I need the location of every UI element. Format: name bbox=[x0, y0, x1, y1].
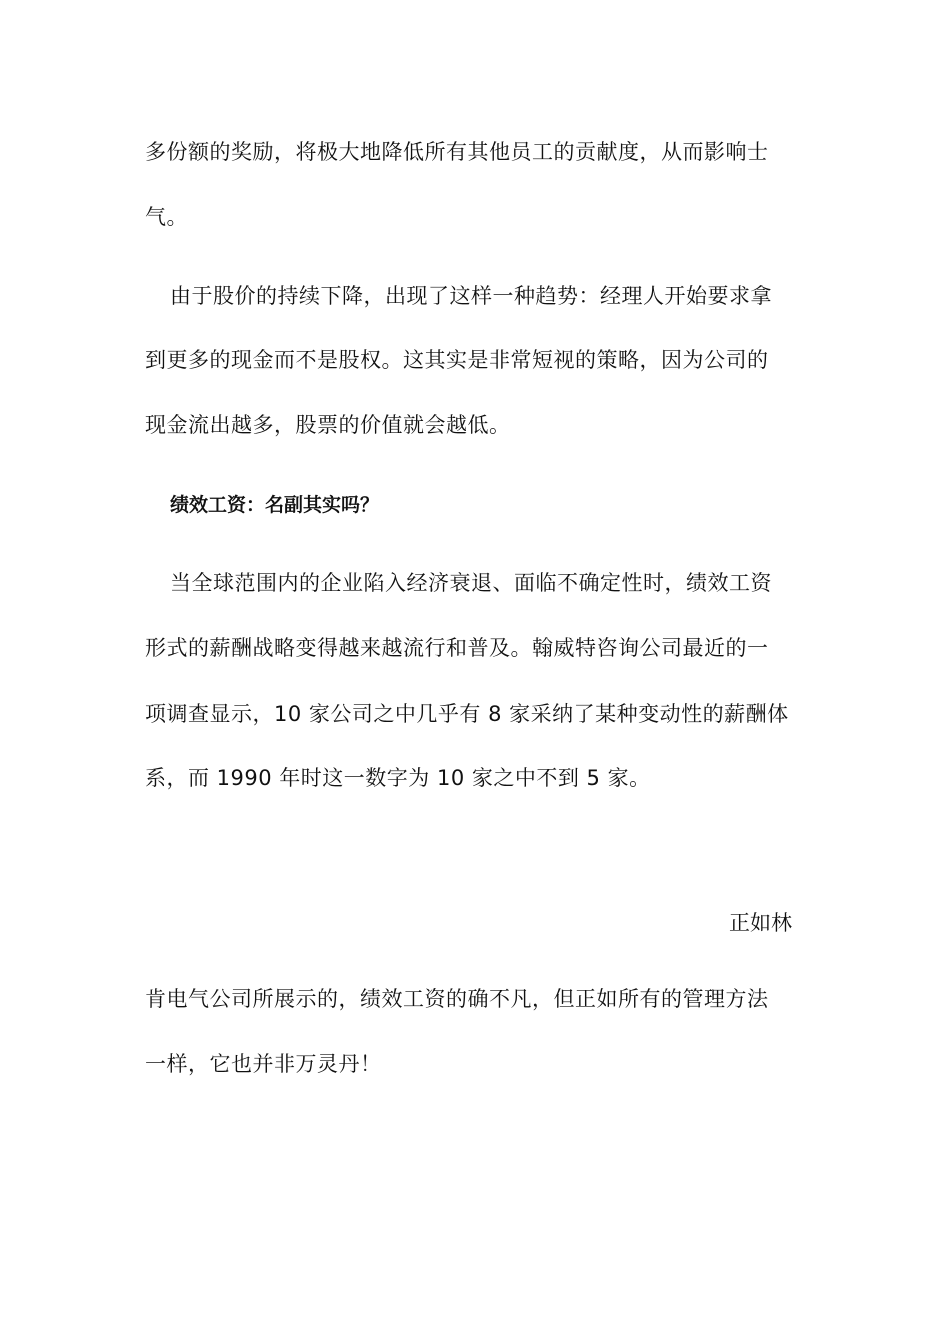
paragraph-1-line-2: 气。 bbox=[145, 205, 188, 229]
paragraph-3-line-2: 形式的薪酬战略变得越来越流行和普及。翰威特咨询公司最近的一 bbox=[145, 636, 769, 660]
paragraph-4-line-2: 一样，它也并非万灵丹！ bbox=[145, 1052, 382, 1076]
paragraph-3-line-3: 项调查显示，10 家公司之中几乎有 8 家采纳了某种变动性的薪酬体 bbox=[145, 702, 789, 726]
paragraph-2-line-2: 到更多的现金而不是股权。这其实是非常短视的策略，因为公司的 bbox=[145, 348, 769, 372]
paragraph-4-line-1: 肯电气公司所展示的，绩效工资的确不凡，但正如所有的管理方法 bbox=[145, 987, 769, 1011]
paragraph-1-line-1: 多份额的奖励，将极大地降低所有其他员工的贡献度，从而影响士 bbox=[145, 140, 769, 164]
paragraph-3-line-1: 当全球范围内的企业陷入经济衰退、面临不确定性时，绩效工资 bbox=[170, 571, 772, 595]
paragraph-2-line-3: 现金流出越多，股票的价值就会越低。 bbox=[145, 413, 511, 437]
paragraph-2-line-1: 由于股价的持续下降，出现了这样一种趋势：经理人开始要求拿 bbox=[170, 284, 772, 308]
section-heading: 绩效工资：名副其实吗？ bbox=[170, 494, 380, 516]
paragraph-4-fragment: 正如林 bbox=[729, 911, 792, 935]
paragraph-3-line-4: 系，而 1990 年时这一数字为 10 家之中不到 5 家。 bbox=[145, 766, 651, 790]
